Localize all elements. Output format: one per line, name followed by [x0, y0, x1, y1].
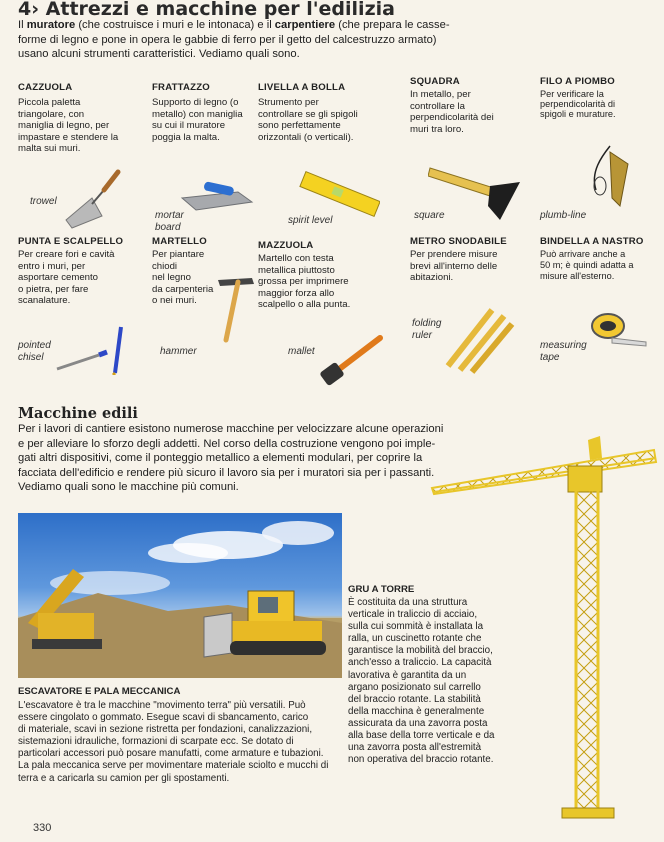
- spirit-level-label: spirit level: [288, 215, 333, 226]
- gru-block: GRU A TORRE È costituita da una struttura verticale in traliccio di acciaio, sulla cui sommità è installata la ralla, un cuscinetto rotante che garantisce la mobilità del braccio, anch'esso a traliccio. La capacità lavorativa è garantita da un argano posizionato sul carrello del braccio rotante. La stabilità della macchina è generalmente assicurata da una zavorra posta alla base della torre verticale e da una zavorra posta all'estremità non operativa del braccio rotante.: [348, 584, 495, 766]
- section-heading: Macchine edili: [18, 405, 138, 422]
- tool-mazzuola: MAZZUOLA Martello con testa metallica piuttosto grossa per imprimere maggior forza allo scalpello o alla punta.: [258, 240, 351, 311]
- folding-ruler-label: folding ruler: [412, 318, 442, 341]
- tool-livella: LIVELLA A BOLLA Strumento per controllare se gli spigoli sono perfettamente orizzontali (o verticali).: [258, 82, 358, 143]
- excavator-photo: [18, 513, 342, 678]
- intro-paragraph: Il muratore (che costruisce i muri e le intonaca) e il carpentiere (che prepara le casse- forme di legno e pone in opera le gabbie di ferro per il getto del calcestruzzo armato) usano alcuni strumenti caratteristici. Vediamo quali sono.: [18, 19, 450, 61]
- mortar-board-label: mortar board: [155, 210, 184, 233]
- trowel-illustration: [62, 168, 122, 230]
- chisel-illustration: [55, 325, 130, 375]
- tool-bindella: BINDELLA A NASTRO Può arrivare anche a 50 m; è quindi adatta a misure all'esterno.: [540, 236, 644, 282]
- hammer-label: hammer: [160, 346, 197, 357]
- tool-filo-a-piombo: FILO A PIOMBO Per verificare la perpendicolarità di spigoli e murature.: [540, 76, 616, 120]
- tool-metro-snodabile: METRO SNODABILE Per prendere misure brevi all'interno delle abitazioni.: [410, 236, 507, 284]
- machines-paragraph: Per i lavori di cantiere esistono numerose macchine per velocizzare alcune operazioni e per alleviare lo sforzo degli addetti. Nel corso della costruzione vengono poi imple- gati altri dispositivi, come il ponteggio metallico a elementi modulari, per coprire la facciata dell'edificio e rendere più sicuro il lavoro sia per i muratori sia per i passanti. Vediamo quali sono le macchine più comuni.: [18, 423, 444, 494]
- plumb-line-illustration: [588, 142, 636, 212]
- tool-martello: MARTELLO Per piantare chiodi nel legno da carpenteria o nei muri.: [152, 236, 214, 307]
- square-label: square: [414, 210, 445, 221]
- hammer-illustration: [212, 272, 260, 344]
- tool-cazzuola: CAZZUOLA Piccola paletta triangolare, con maniglia di legno, per impastare e stendere la malta sui muri.: [18, 82, 119, 155]
- tower-crane-illustration: [430, 430, 664, 832]
- plumb-line-label: plumb-line: [540, 210, 587, 221]
- trowel-label: trowel: [30, 196, 57, 207]
- page-title: 4› Attrezzi e macchine per l'edilizia: [18, 0, 395, 20]
- tool-punta-scalpello: PUNTA E SCALPELLO Per creare fori e cavità entro i muri, per asportare cemento o pietra, per fare scanalature.: [18, 236, 124, 307]
- measuring-tape-illustration: [590, 308, 650, 350]
- page-number: 330: [33, 822, 52, 834]
- tool-frattazzo: FRATTAZZO Supporto di legno (o metallo) con maniglia su cui il muratore poggia la malta.: [152, 82, 243, 143]
- mallet-illustration: [318, 334, 386, 386]
- measuring-tape-label: measuring tape: [540, 340, 587, 363]
- mortar-board-illustration: [178, 178, 256, 214]
- tool-squadra: SQUADRA In metallo, per controllare la perpendicolarità dei muri tra loro.: [410, 76, 494, 135]
- pointed-chisel-label: pointed chisel: [18, 340, 51, 363]
- mallet-label: mallet: [288, 346, 315, 357]
- folding-ruler-illustration: [440, 304, 518, 376]
- escavatore-block: ESCAVATORE E PALA MECCANICA L'escavatore è tra le macchine "movimento terra" più versatili. Può essere cingolato o gommato. Esegue scavi di sbancamento, carico di materiale, scavi in sezione ristretta per fondazioni, canalizzazioni, sistemazioni idrauliche, formazioni di scarpate ecc. Se dotato di particolari accessori può posare manufatti, come armature e tubazioni. La pala meccanica serve per movimentare materiale sciolto e mucchi di terra e a caricarla su camion per gli spostamenti.: [18, 686, 329, 784]
